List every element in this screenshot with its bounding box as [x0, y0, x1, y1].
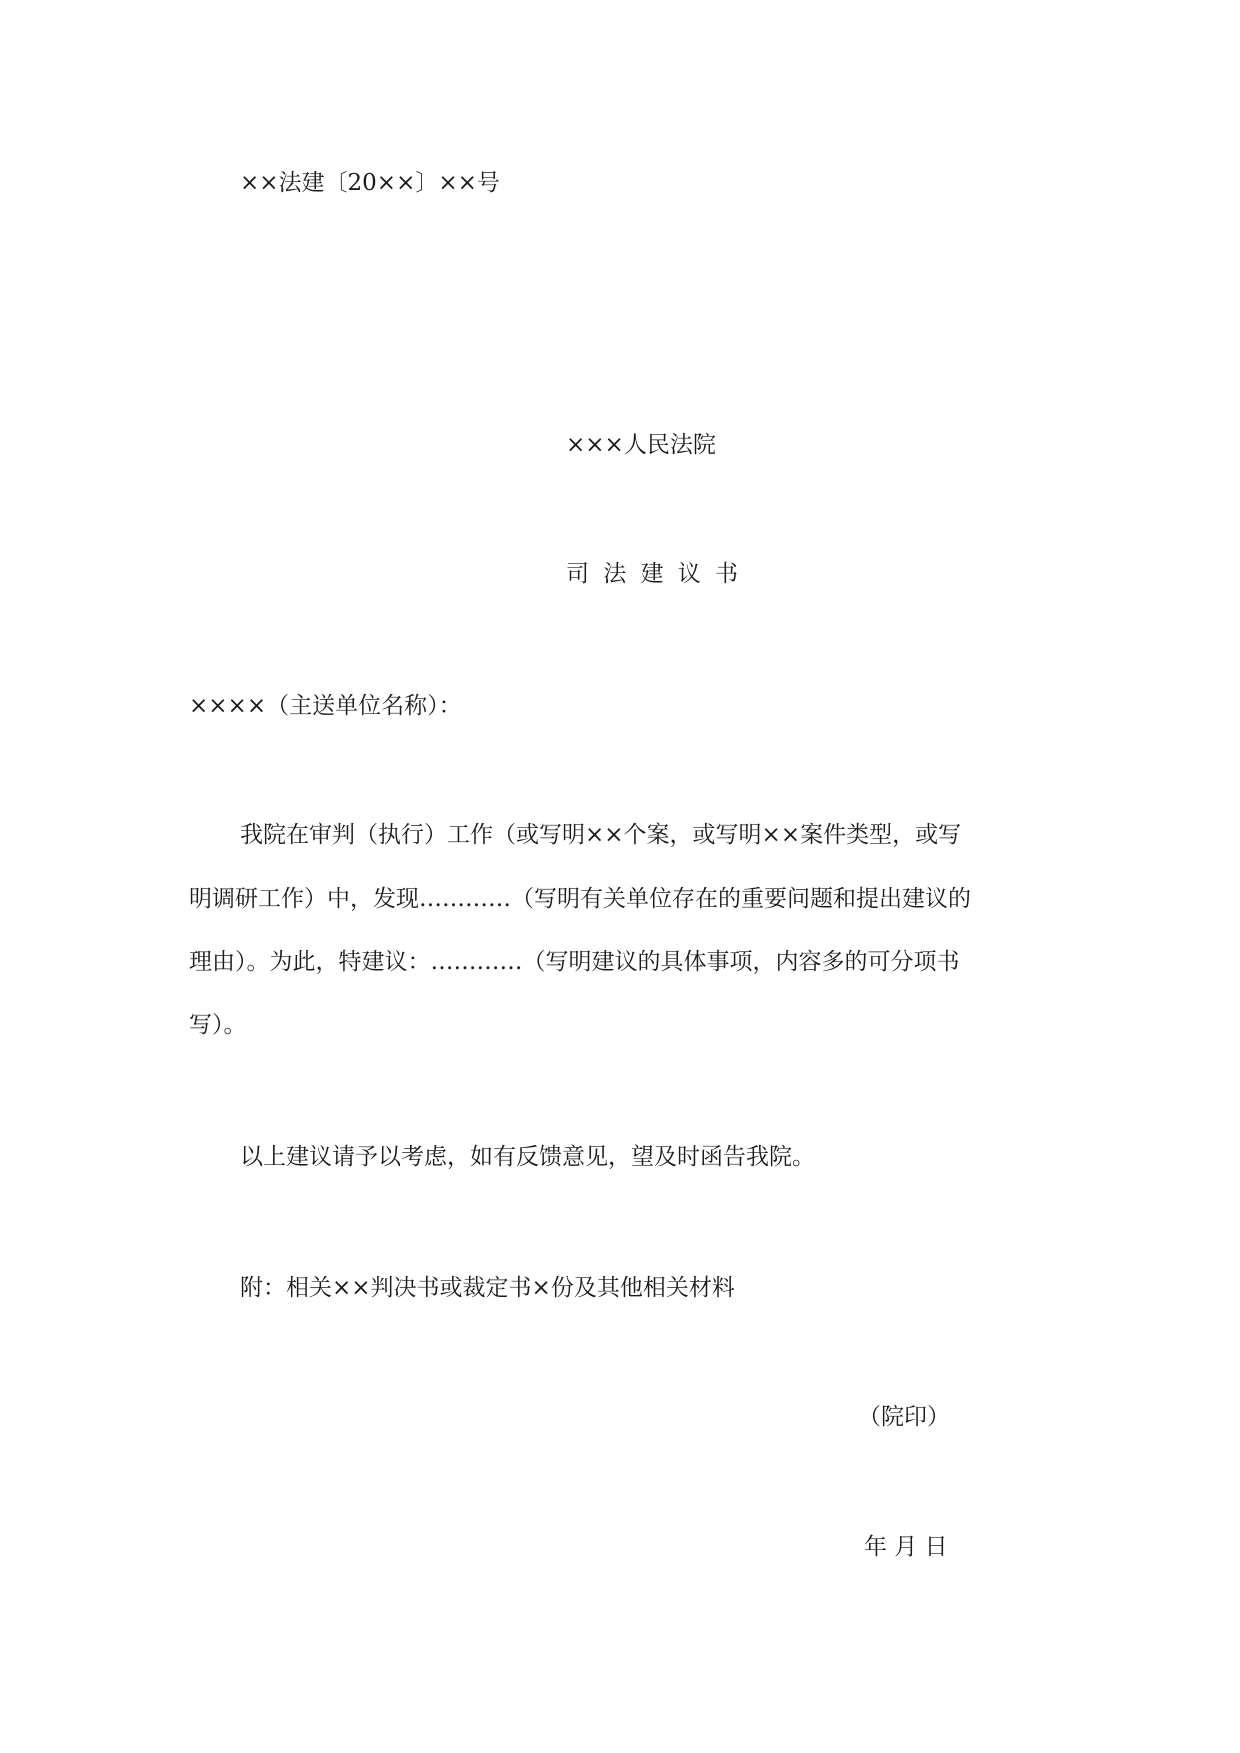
court-seal-placeholder: （院印） [858, 1404, 950, 1430]
document-title: 司法建议书 [566, 561, 753, 587]
attachment-note: 附：相关××判决书或裁定书×份及其他相关材料 [240, 1275, 735, 1301]
body-line: 写）。 [189, 1012, 247, 1038]
body-line: 理由）。为此，特建议：…………（写明建议的具体事项，内容多的可分项书 [189, 949, 960, 975]
addressee: ××××（主送单位名称）： [189, 693, 462, 719]
body-line: 明调研工作）中，发现…………（写明有关单位存在的重要问题和提出建议的 [189, 886, 971, 912]
closing-paragraph: 以上建议请予以考虑，如有反馈意见，望及时函告我院。 [240, 1144, 815, 1170]
date-line: 年 月 日 [864, 1534, 948, 1560]
document-number: ××法建〔20××〕××号 [240, 170, 500, 196]
body-line: 我院在审判（执行）工作（或写明××个案，或写明××案件类型，或写 [240, 822, 962, 848]
court-name: ×××人民法院 [566, 432, 716, 458]
